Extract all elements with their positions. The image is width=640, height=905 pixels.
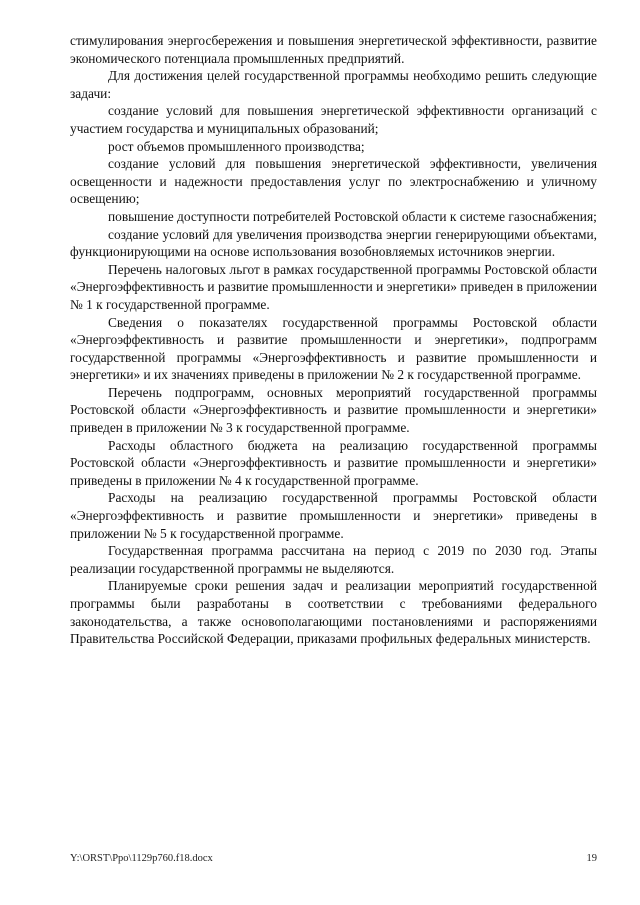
paragraph-period: Государственная программа рассчитана на период с 2019 по 2030 год. Этапы реализации государственной программы не выделяются. xyxy=(70,543,597,576)
paragraph-task-2: рост объемов промышленного производства; xyxy=(108,138,365,154)
footer-file-path: Y:\ORST\Ppo\1129p760.f18.docx xyxy=(70,853,213,864)
paragraph-task-1: создание условий для повышения энергетической эффективности организаций с участием государства и муниципальных образований; xyxy=(70,103,597,136)
paragraph-indicators: Сведения о показателях государственной программы Ростовской области «Энергоэффективность и развитие промышленности и энергетики», подпрограмм государственной программы «Энергоэффективность и развитие промышленности и энергетики» и их значениях приведены в приложении № 2 к государственной программе. xyxy=(70,314,597,383)
paragraph-subprograms: Перечень подпрограмм, основных мероприятий государственной программы Ростовской области «Энергоэффективность и развитие промышленности и энергетики» приведен в приложении № 3 к государственной программе. xyxy=(70,384,597,436)
paragraph-tax-benefits: Перечень налоговых льгот в рамках государственной программы Ростовской области «Энергоэффективность и развитие промышленности и энергетики» приведен в приложении № 1 к государственной программе. xyxy=(70,261,597,312)
paragraph-task-4: повышение доступности потребителей Ростовской области к системе газоснабжения; xyxy=(108,208,597,224)
paragraph-tasks-intro: Для достижения целей государственной программы необходимо решить следующие задачи: xyxy=(70,68,597,101)
document-body xyxy=(70,32,597,648)
paragraph-task-3: создание условий для повышения энергетической эффективности, увеличения освещенности и надежности предоставления услуг по электроснабжению и уличному освещению; xyxy=(70,156,597,207)
paragraph-deadlines: Планируемые сроки решения задач и реализации мероприятий государственной программы были разработаны в соответствии с требованиями федерального законодательства, а также основополагающими постановлениями и распоряжениями Правительства Российской Федерации, приказами профильных федеральных министерств. xyxy=(70,578,597,647)
page-number: 19 xyxy=(586,853,597,864)
paragraph-task-5: создание условий для увеличения производства энергии генерирующими объектами, функционирующими на основе использования возобновляемых источников энергии. xyxy=(70,226,597,260)
paragraph-continuation: стимулирования энергосбережения и повышения энергетической эффективности, развитие экономического потенциала промышленных предприятий. xyxy=(70,33,597,66)
paragraph-regional-budget: Расходы областного бюджета на реализацию государственной программы Ростовской области «Энергоэффективность и развитие промышленности и энергетики» приведены в приложении № 4 к государственной программе. xyxy=(70,437,597,488)
paragraph-expenses: Расходы на реализацию государственной программы Ростовской области «Энергоэффективность и развитие промышленности и энергетики» приведены в приложении № 5 к государственной программе. xyxy=(70,490,597,541)
